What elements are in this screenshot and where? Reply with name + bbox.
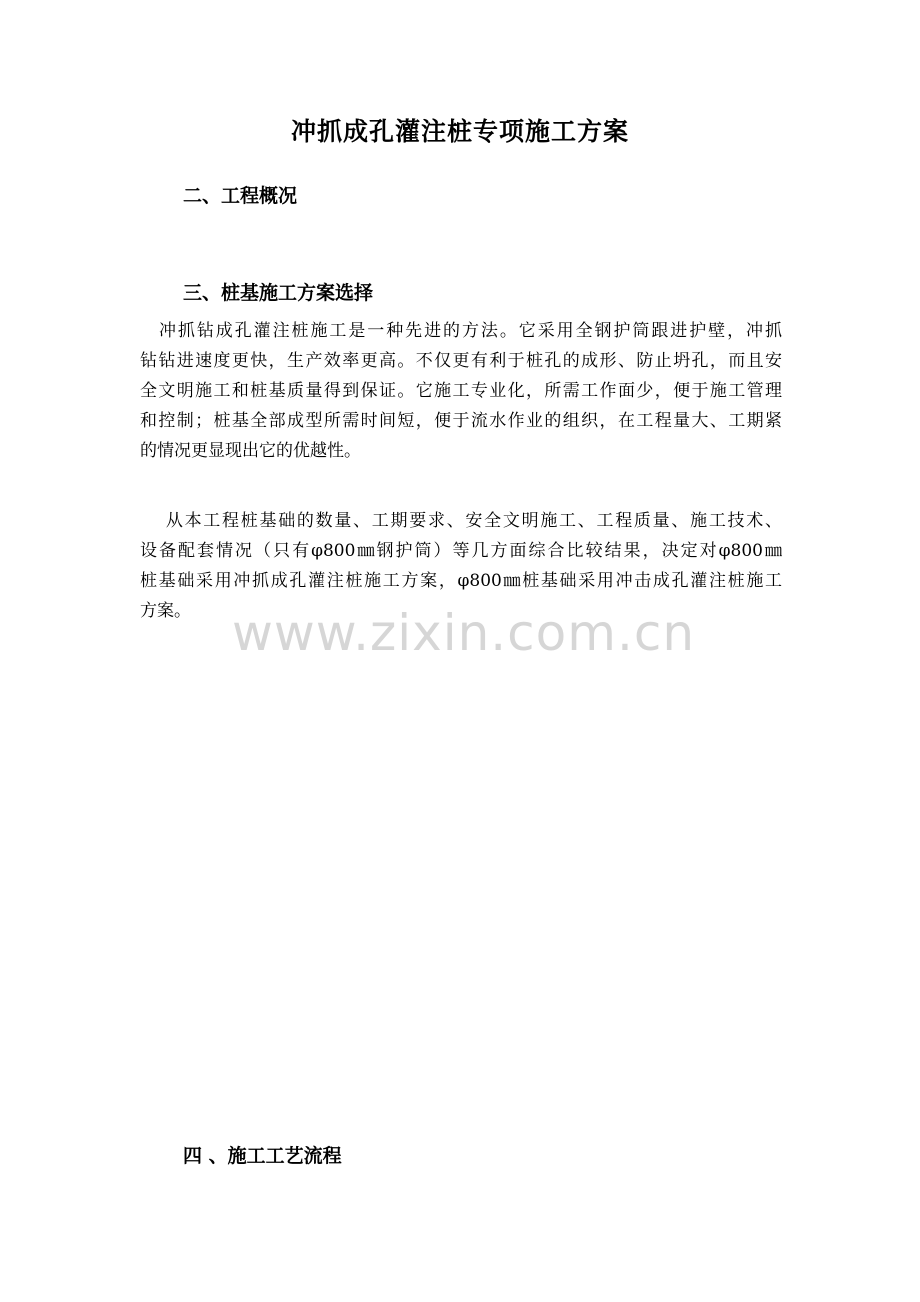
watermark: www.zixin.com.cn: [232, 604, 696, 662]
paragraph-line: 从本工程桩基础的数量、工期要求、安全文明施工、工程质量、施工技术、: [140, 511, 782, 531]
paragraph-method-intro: [140, 316, 782, 466]
paragraph-line: 的情况更显现出它的优越性。: [140, 441, 361, 461]
section-heading-process-flow: 四 、施工工艺流程: [183, 1145, 342, 1167]
paragraph-line: 和控制；桩基全部成型所需时间短，便于流水作业的组织，在工程量大、工期紧: [140, 411, 782, 431]
paragraph-line: 设备配套情况（只有φ800㎜钢护筒）等几方面综合比较结果，决定对φ800㎜: [140, 541, 782, 561]
paragraph-line: 冲抓钻成孔灌注桩施工是一种先进的方法。它采用全钢护筒跟进护壁，冲抓: [140, 321, 782, 341]
section-heading-overview: 二、工程概况: [183, 185, 298, 207]
section-heading-pile-scheme: 三、桩基施工方案选择: [183, 282, 374, 304]
paragraph-line: 桩基础采用冲抓成孔灌注桩施工方案，φ800㎜桩基础采用冲击成孔灌注桩施工: [140, 571, 782, 591]
paragraph-line: 钻钻进速度更快，生产效率更高。不仅更有利于桩孔的成形、防止坍孔，而且安: [140, 351, 782, 371]
paragraph-line: 方案。: [140, 601, 191, 621]
paragraph-line: 全文明施工和桩基质量得到保证。它施工专业化，所需工作面少，便于施工管理: [140, 381, 782, 401]
document-title: 冲抓成孔灌注桩专项施工方案: [290, 117, 629, 146]
